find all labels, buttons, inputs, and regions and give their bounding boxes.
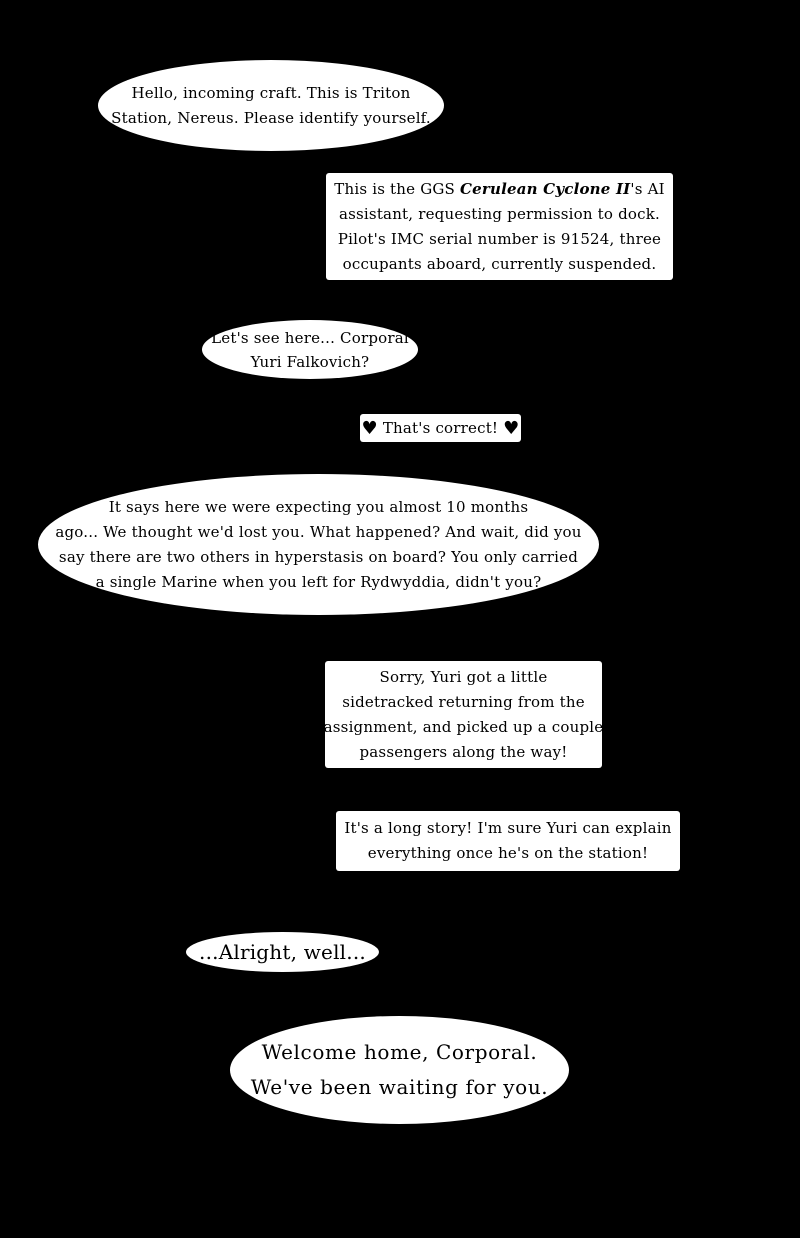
speech-bubble-station-check [202, 320, 418, 379]
bubble-text [211, 326, 409, 374]
bubble-text [334, 177, 664, 277]
bubble-text [199, 940, 366, 964]
dialogue-line: It says here we were expecting you almost 10 months [108, 497, 529, 516]
dialogue-fragment: 's AI [630, 179, 665, 198]
dialogue-line: assistant, requesting permission to dock. [338, 204, 660, 223]
speech-box-ai-apology [325, 661, 602, 768]
dialogue-line: passengers along the way! [359, 742, 568, 761]
speech-box-ai-long-story [336, 811, 680, 871]
dialogue-line: Hello, incoming craft. This is Triton [131, 83, 411, 102]
dialogue-line: assignment, and picked up a couple [323, 717, 604, 736]
bubble-text [55, 495, 581, 595]
speech-box-ai-identification [326, 173, 673, 280]
bubble-text [324, 665, 604, 765]
speech-bubble-station-question [38, 474, 599, 615]
dialogue-line: Let's see here... Corporal [211, 328, 409, 347]
dialogue-line: Welcome home, Corporal. [261, 1040, 538, 1064]
dialogue-line [334, 177, 664, 202]
speech-bubble-station-welcome [230, 1016, 569, 1124]
dialogue-fragment: That's correct! [382, 418, 499, 437]
dialogue-line [362, 418, 520, 439]
dialogue-line: Pilot's IMC serial number is 91524, three [337, 229, 662, 248]
bubble-text [251, 1035, 549, 1105]
dialogue-line: Station, Nereus. Please identify yourself. [111, 108, 431, 127]
dialogue-line: occupants aboard, currently suspended. [342, 254, 657, 273]
dialogue-line: It's a long story! I'm sure Yuri can explain [344, 819, 672, 837]
dialogue-line: sidetracked returning from the [342, 692, 585, 711]
heart-icon: ♥ [361, 417, 378, 439]
dialogue-line: Yuri Falkovich? [250, 352, 370, 371]
dialogue-line: say there are two others in hyperstasis on board? You only carried [58, 547, 579, 566]
bubble-text [111, 81, 431, 131]
speech-box-ai-confirm [360, 414, 521, 442]
bubble-text [362, 418, 520, 439]
speech-bubble-station-pause [186, 932, 379, 972]
dialogue-line: a single Marine when you left for Rydwyddia, didn't you? [95, 572, 542, 591]
dialogue-line: ...Alright, well... [199, 940, 366, 964]
bubble-text [344, 816, 671, 866]
dialogue-line: ago... We thought we'd lost you. What happened? And wait, did you [55, 522, 582, 541]
speech-bubble-station-greeting [98, 60, 444, 151]
dialogue-fragment: This is the GGS [334, 179, 460, 198]
dialogue-line: Sorry, Yuri got a little [379, 667, 548, 686]
dialogue-line: We've been waiting for you. [250, 1075, 549, 1099]
ship-name: Cerulean Cyclone II [460, 179, 631, 198]
heart-icon: ♥ [503, 417, 520, 439]
dialogue-line: everything once he's on the station! [367, 844, 649, 862]
